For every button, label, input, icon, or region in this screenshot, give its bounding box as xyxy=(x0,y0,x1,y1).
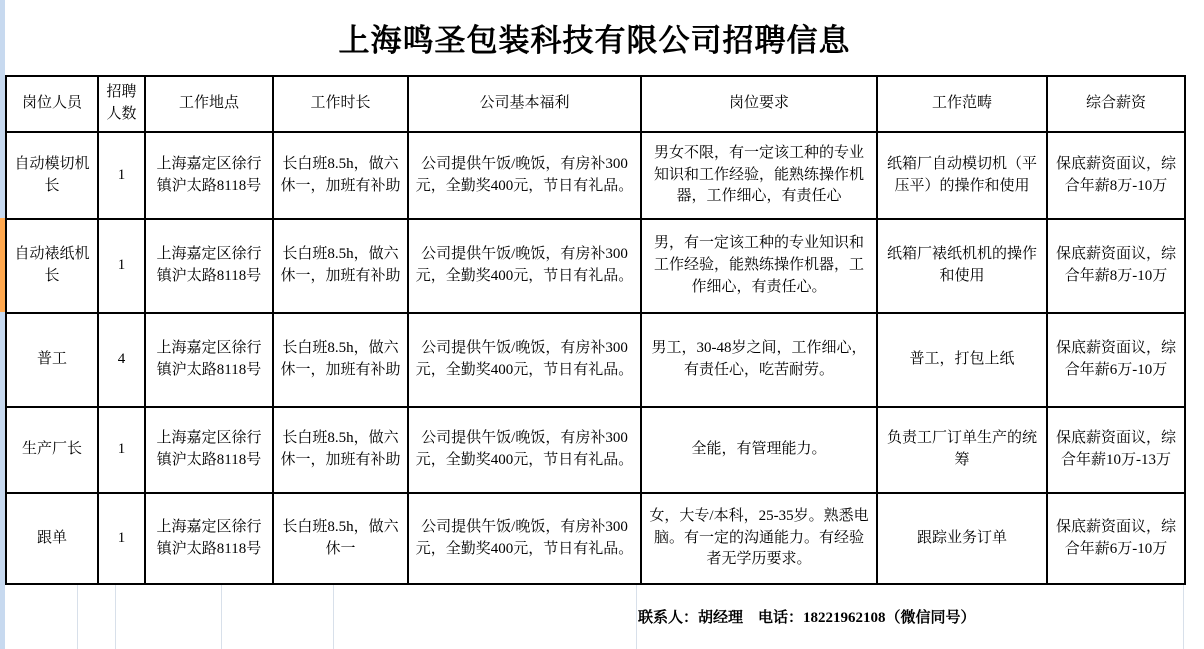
cell-hours: 长白班8.5h，做六休一 xyxy=(273,493,408,584)
cell-location: 上海嘉定区徐行镇沪太路8118号 xyxy=(145,407,273,493)
cell-benefits: 公司提供午饭/晚饭，有房补300元，全勤奖400元，节日有礼品。 xyxy=(408,132,641,219)
header-row xyxy=(6,76,1185,132)
cell-headcount: 1 xyxy=(98,493,145,584)
cell-requirements: 男工，30-48岁之间，工作细心，有责任心，吃苦耐劳。 xyxy=(641,313,877,407)
cell-scope: 纸箱厂自动模切机（平压平）的操作和使用 xyxy=(877,132,1047,219)
cell-scope: 负责工厂订单生产的统筹 xyxy=(877,407,1047,493)
column-header-benefits: 公司基本福利 xyxy=(408,76,641,132)
cell-hours: 长白班8.5h，做六休一，加班有补助 xyxy=(273,132,408,219)
cell-position: 普工 xyxy=(6,313,98,407)
contact-person: 联系人：胡经理 xyxy=(638,609,744,626)
table-row xyxy=(6,132,1185,219)
cell-salary: 保底薪资面议，综合年薪8万-10万 xyxy=(1047,219,1185,313)
cell-position: 自动裱纸机长 xyxy=(6,219,98,313)
cell-requirements: 男女不限，有一定该工种的专业知识和工作经验，能熟练操作机器，工作细心，有责任心 xyxy=(641,132,877,219)
cell-hours: 长白班8.5h，做六休一，加班有补助 xyxy=(273,407,408,493)
cell-scope: 纸箱厂裱纸机机的操作和使用 xyxy=(877,219,1047,313)
table-row xyxy=(6,493,1185,584)
cell-scope: 跟踪业务订单 xyxy=(877,493,1047,584)
sheet-gridline xyxy=(115,585,116,649)
column-header-salary: 综合薪资 xyxy=(1047,76,1185,132)
sheet-gridline xyxy=(636,585,637,649)
cell-requirements: 男，有一定该工种的专业知识和工作经验，能熟练操作机器，工作细心，有责任心。 xyxy=(641,219,877,313)
column-header-location: 工作地点 xyxy=(145,76,273,132)
contact-line xyxy=(638,583,976,649)
contact-phone: 电话：18221962108（微信同号） xyxy=(758,609,976,626)
cell-location: 上海嘉定区徐行镇沪太路8118号 xyxy=(145,493,273,584)
cell-hours: 长白班8.5h，做六休一，加班有补助 xyxy=(273,313,408,407)
cell-salary: 保底薪资面议，综合年薪8万-10万 xyxy=(1047,132,1185,219)
cell-location: 上海嘉定区徐行镇沪太路8118号 xyxy=(145,313,273,407)
column-header-position: 岗位人员 xyxy=(6,76,98,132)
table-row xyxy=(6,407,1185,493)
cell-headcount: 1 xyxy=(98,219,145,313)
sheet-gridline xyxy=(77,585,78,649)
cell-hours: 长白班8.5h，做六休一，加班有补助 xyxy=(273,219,408,313)
cell-requirements: 全能，有管理能力。 xyxy=(641,407,877,493)
cell-position: 生产厂长 xyxy=(6,407,98,493)
column-header-requirements: 岗位要求 xyxy=(641,76,877,132)
cell-scope: 普工，打包上纸 xyxy=(877,313,1047,407)
jobs-table xyxy=(5,75,1186,585)
column-header-scope: 工作范畴 xyxy=(877,76,1047,132)
column-header-hours: 工作时长 xyxy=(273,76,408,132)
table-row xyxy=(6,219,1185,313)
sheet-gridline xyxy=(333,585,334,649)
cell-location: 上海嘉定区徐行镇沪太路8118号 xyxy=(145,219,273,313)
cell-salary: 保底薪资面议，综合年薪10万-13万 xyxy=(1047,407,1185,493)
sheet xyxy=(5,0,1184,585)
cell-salary: 保底薪资面议，综合年薪6万-10万 xyxy=(1047,313,1185,407)
sheet-gridline xyxy=(221,585,222,649)
cell-salary: 保底薪资面议，综合年薪6万-10万 xyxy=(1047,493,1185,584)
cell-benefits: 公司提供午饭/晚饭，有房补300元，全勤奖400元，节日有礼品。 xyxy=(408,407,641,493)
cell-benefits: 公司提供午饭/晚饭，有房补300元，全勤奖400元，节日有礼品。 xyxy=(408,493,641,584)
cell-position: 跟单 xyxy=(6,493,98,584)
cell-benefits: 公司提供午饭/晚饭，有房补300元，全勤奖400元，节日有礼品。 xyxy=(408,219,641,313)
cell-headcount: 4 xyxy=(98,313,145,407)
sheet-gridline xyxy=(1183,585,1184,649)
cell-benefits: 公司提供午饭/晚饭，有房补300元，全勤奖400元，节日有礼品。 xyxy=(408,313,641,407)
cell-headcount: 1 xyxy=(98,132,145,219)
cell-location: 上海嘉定区徐行镇沪太路8118号 xyxy=(145,132,273,219)
cell-requirements: 女，大专/本科，25-35岁。熟悉电脑。有一定的沟通能力。有经验者无学历要求。 xyxy=(641,493,877,584)
cell-headcount: 1 xyxy=(98,407,145,493)
page-title: 上海鸣圣包装科技有限公司招聘信息 xyxy=(338,23,851,58)
table-row xyxy=(6,313,1185,407)
cell-position: 自动模切机长 xyxy=(6,132,98,219)
column-header-headcount: 招聘人数 xyxy=(98,76,145,132)
